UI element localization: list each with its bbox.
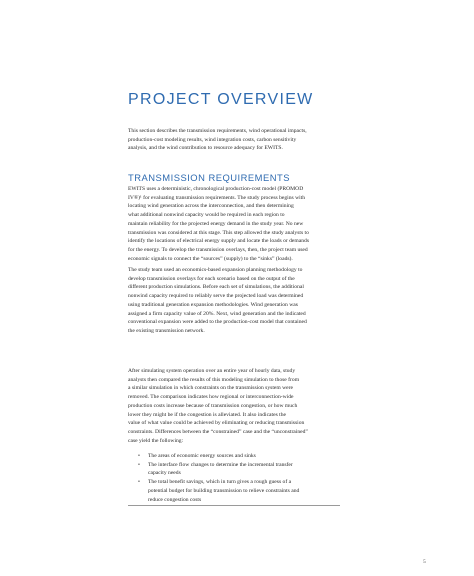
text-line: The total benefit savings, which in turn gives a rough guess of a (148, 479, 292, 486)
paragraph-text (128, 367, 364, 445)
paragraph-3 (128, 367, 364, 445)
text-line: maintain reliability for the projected energy demand in the study year. No new (128, 220, 304, 227)
footnote-divider (128, 505, 340, 506)
text-line: analysts then compared the results of this modeling simulation to those from (128, 376, 300, 383)
text-line: case yield the following: (128, 437, 184, 444)
text-line: IV®)¹ for evaluating transmission requirements. The study process begins with (128, 194, 306, 201)
text-line: The areas of economic energy sources and sinks (148, 453, 256, 459)
bullet-icon: • (138, 461, 140, 468)
text-line: production costs increase because of transmission congestion, or how much (128, 402, 298, 409)
text-line: potential budget for building transmission to relieve constraints and (148, 487, 300, 494)
text-line: for the energy. To develop the transmission overlays, then, the project team used (128, 246, 308, 253)
list-item (128, 452, 364, 461)
text-line: identify the locations of electrical energy supply and locate the loads or demands (128, 238, 310, 245)
text-line: different production simulations. Before each set of simulations, the additional (128, 284, 304, 291)
text-line: what additional nonwind capacity would be required in each region to (128, 212, 285, 219)
intro-paragraph (128, 127, 364, 153)
paragraph-text (128, 185, 364, 263)
list-item (128, 461, 364, 478)
paragraph-1 (128, 185, 364, 263)
section-heading: TRANSMISSION REQUIREMENTS (128, 172, 290, 183)
list-item (128, 478, 364, 504)
paragraph-text (128, 266, 364, 336)
text-line: using traditional generation expansion methodologies. Wind generation was (128, 301, 298, 308)
text-line: analysis, and the wind contribution to resource adequacy for EWITS. (128, 145, 283, 152)
text-line: a similar simulation in which constraints on the transmission system were (128, 385, 293, 392)
text-line: value of what value could be achieved by eliminating or reducing transmission (128, 420, 305, 427)
page-title: PROJECT OVERVIEW (128, 91, 314, 108)
text-line: removed. The comparison indicates how regional or interconnection-wide (128, 394, 294, 401)
text-line: conventional expansion were added to the production-cost model that contained (128, 319, 307, 326)
text-line: reduce congestion costs (148, 496, 202, 503)
text-line: develop transmission overlays for each scenario based on the output of the (128, 275, 295, 282)
text-line: After simulating system operation over an entire year of hourly data, study (128, 368, 296, 374)
text-line: nonwind capacity required to reliably serve the projected load was determined (128, 293, 304, 300)
text-line: This section describes the transmission requirements, wind operational impacts, (128, 128, 307, 134)
text-line: lower they might be if the congestion is alleviated. It also indicates the (128, 411, 286, 418)
intro-text (128, 127, 364, 153)
text-line: production-cost modeling results, wind integration costs, carbon sensitivity (128, 136, 297, 143)
text-line: transmission was considered at this stage. This step allowed the study analysts to (128, 229, 309, 236)
paragraph-2 (128, 266, 364, 336)
text-line: The study team used an economics-based expansion planning methodology to (128, 267, 303, 273)
text-line: constraints. Differences between the “constrained” case and the “unconstrained” (128, 428, 308, 435)
text-line: assigned a firm capacity value of 20%. Next, wind generation and the indicated (128, 310, 306, 317)
text-line: the existing transmission network. (128, 327, 205, 334)
text-line: The interface flow changes to determine the incremental transfer (148, 461, 293, 468)
text-line: EWITS uses a deterministic, chronological production-cost model (PROMOD (128, 186, 304, 192)
text-line: capacity needs (148, 470, 181, 477)
page-number: 5 (423, 559, 426, 565)
text-line: economic signals to connect the “sources” (supply) to the “sinks” (loads). (128, 255, 293, 262)
text-line: locating wind generation across the interconnection, and then determining (128, 203, 294, 210)
bullet-list (128, 452, 364, 504)
bullet-icon: • (138, 453, 140, 459)
bullet-icon: • (138, 479, 140, 486)
